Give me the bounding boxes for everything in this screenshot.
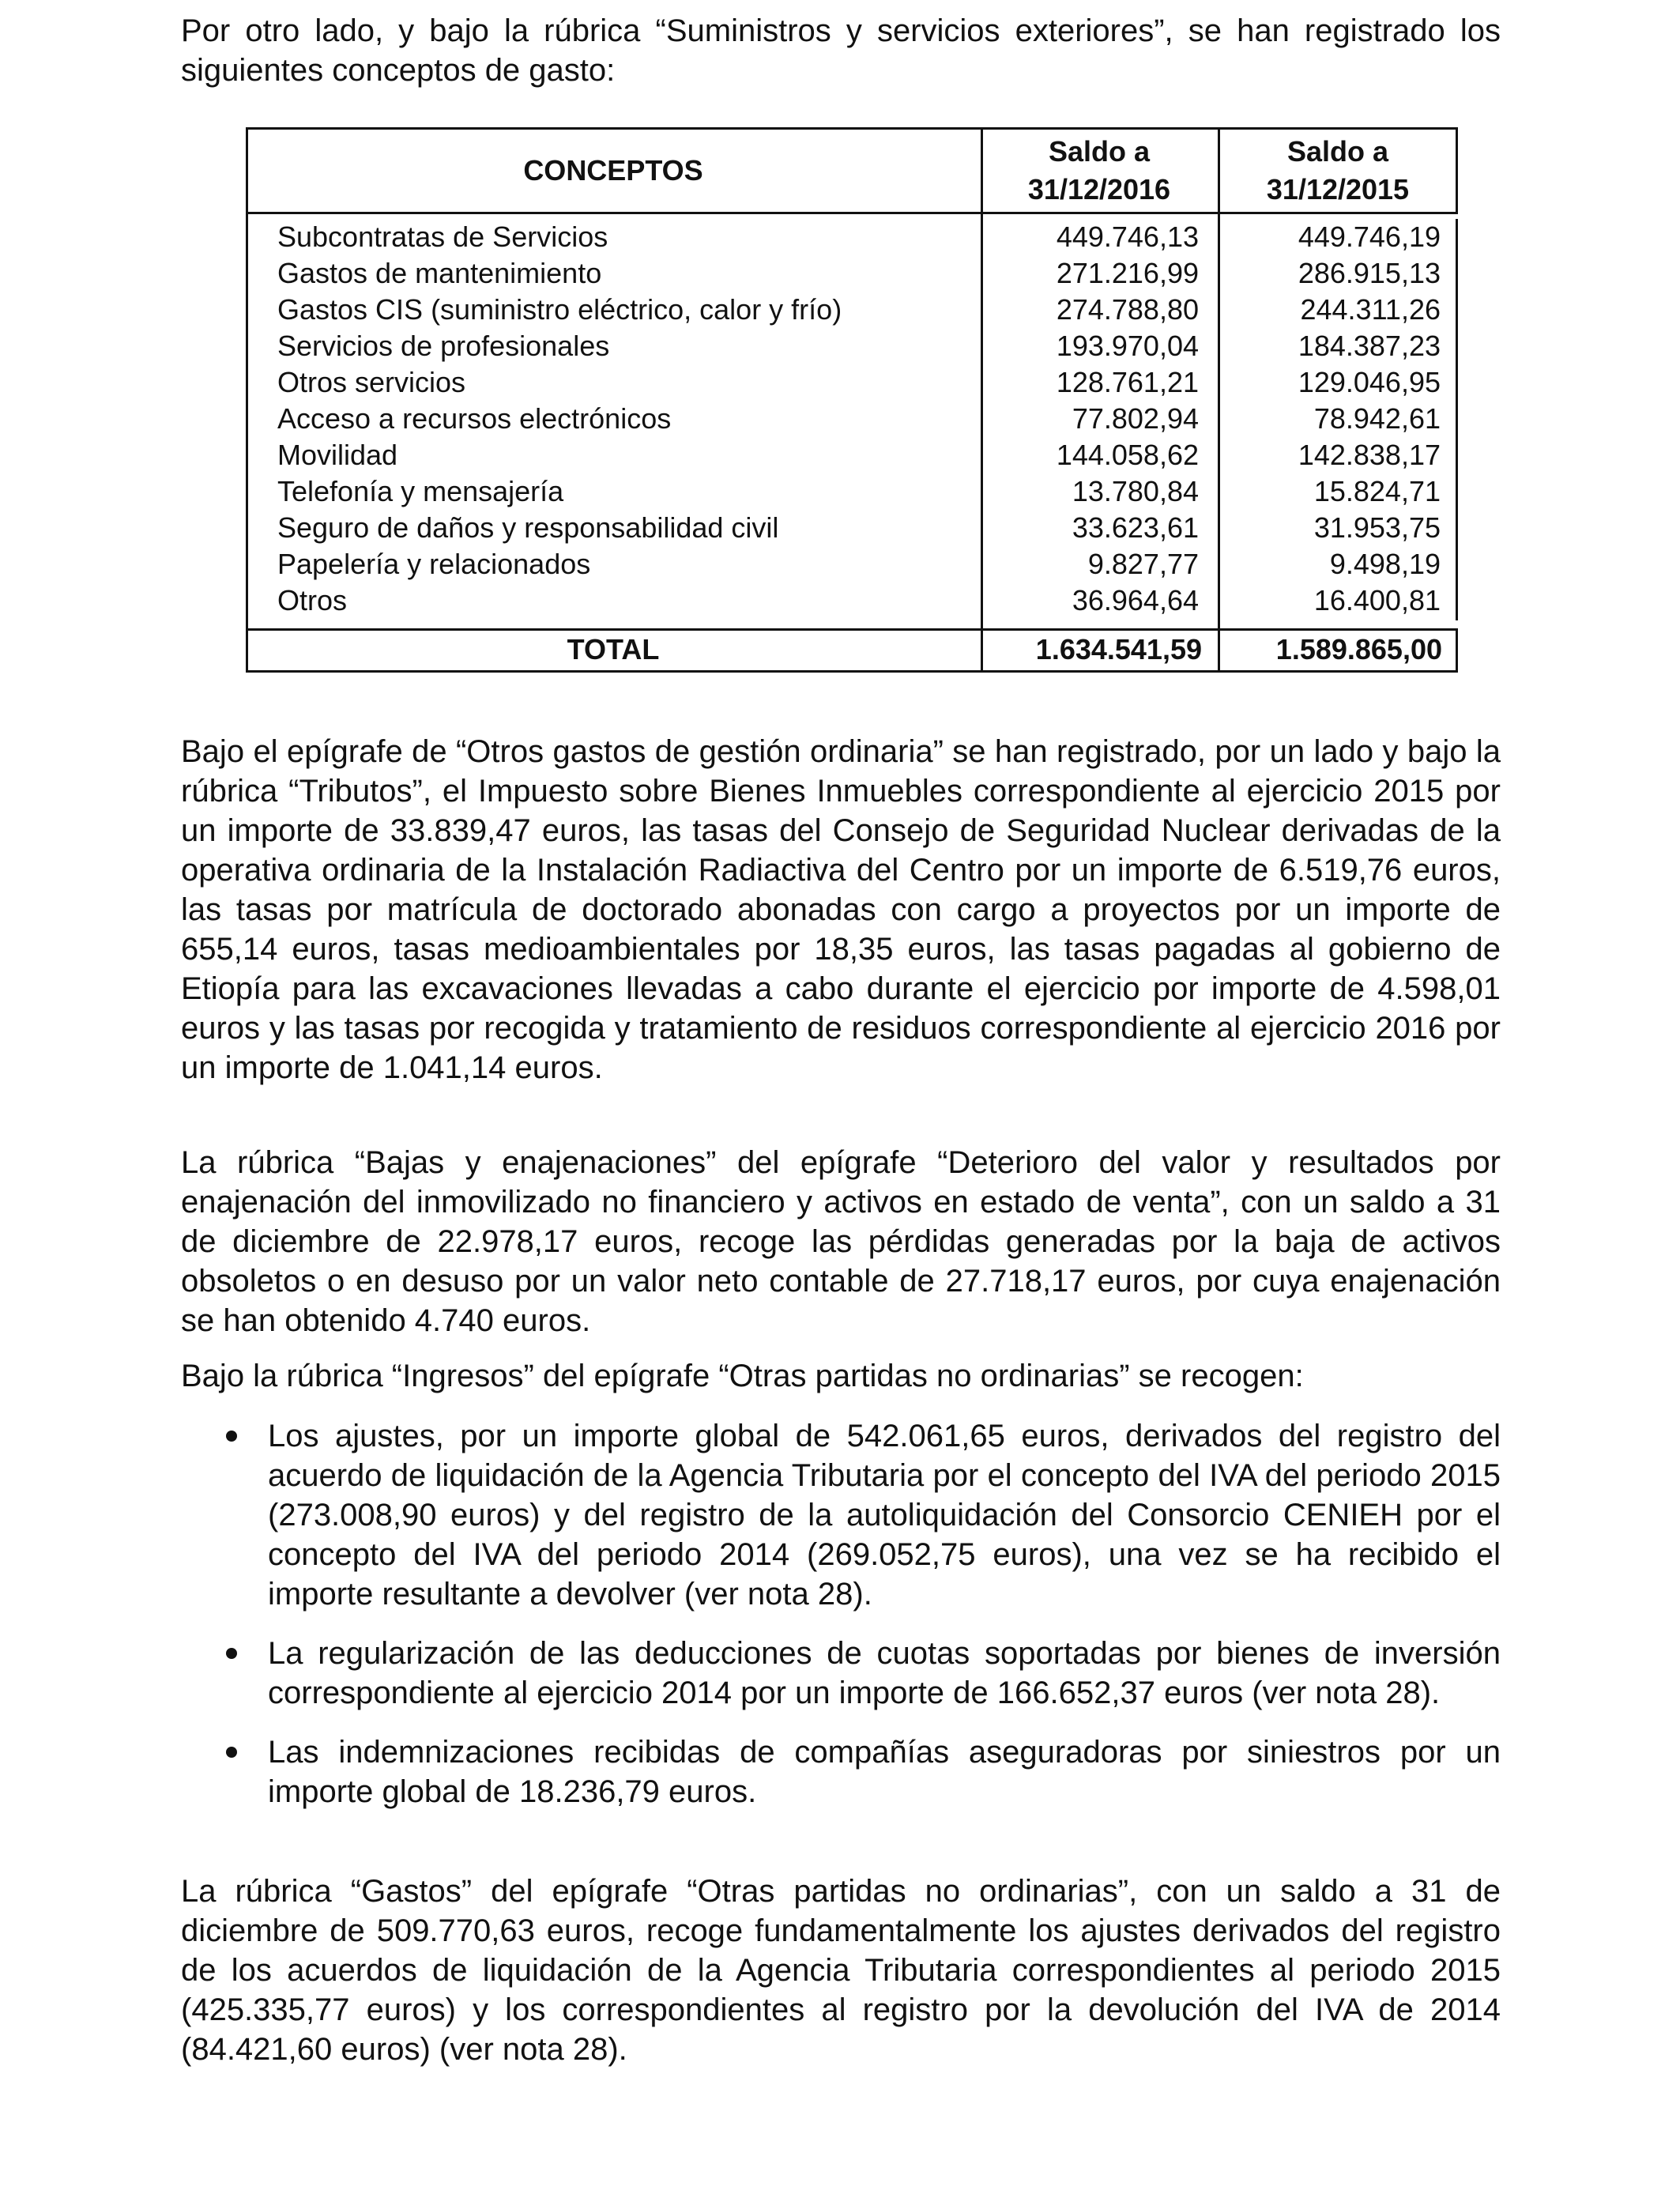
bullet-icon bbox=[226, 1648, 237, 1659]
row-value-2015: 78.942,61 bbox=[1313, 402, 1441, 435]
table-row bbox=[246, 328, 1458, 364]
row-concept: Papelería y relacionados bbox=[277, 548, 591, 580]
row-concept: Servicios de profesionales bbox=[277, 330, 610, 362]
header-2015-line1: Saldo a bbox=[1286, 135, 1389, 168]
table-row bbox=[246, 219, 1458, 255]
table-row bbox=[246, 510, 1458, 546]
table-row bbox=[246, 364, 1458, 401]
header-2016-line2: 31/12/2016 bbox=[1027, 173, 1171, 205]
ingresos-bullet-list bbox=[181, 1416, 1501, 1831]
row-value-2016: 449.746,13 bbox=[1056, 221, 1199, 253]
bullet-text: Las indemnizaciones recibidas de compañías aseguradoras por siniestros por un importe global de 18.236,79 euros. bbox=[268, 1735, 1501, 1809]
row-value-2015: 31.953,75 bbox=[1313, 511, 1441, 544]
table-row bbox=[246, 437, 1458, 473]
row-value-2015: 15.824,71 bbox=[1313, 475, 1441, 507]
row-concept: Telefonía y mensajería bbox=[277, 475, 564, 507]
total-2015: 1.589.865,00 bbox=[1275, 633, 1442, 665]
row-value-2016: 77.802,94 bbox=[1072, 402, 1199, 435]
row-concept: Seguro de daños y responsabilidad civil bbox=[277, 511, 779, 544]
paragraph-gastos: La rúbrica “Gastos” del epígrafe “Otras partidas no ordinarias”, con un saldo a 31 de diciembre de 509.770,63 euros, recoge fundamentalmente los ajustes derivados del registro de los acuerdos de liquidación de la Agencia Tributaria correspondientes al periodo 2015 (425.335,77 euros) y los correspondientes al registro por la devolución del IVA de 2014 (84.421,60 euros) (ver nota 28). bbox=[181, 1874, 1501, 2067]
paragraph-ingresos: Bajo la rúbrica “Ingresos” del epígrafe “Otras partidas no ordinarias” se recogen: bbox=[181, 1359, 1304, 1393]
header-concepts: CONCEPTOS bbox=[523, 154, 703, 187]
bullet-text: Los ajustes, por un importe global de 542.061,65 euros, derivados del registro del acuerdo de liquidación de la Agencia Tributaria por el concepto del IVA del periodo 2015 (273.008,90 euros) y del registro de la autoliquidación del Consorcio CENIEH por el concepto del IVA del periodo 2014 (269.052,75 euros), una vez se ha recibido el importe resultante a devolver (ver nota 28). bbox=[268, 1419, 1501, 1612]
row-value-2015: 16.400,81 bbox=[1313, 584, 1441, 616]
row-value-2015: 244.311,26 bbox=[1300, 293, 1441, 326]
row-value-2015: 449.746,19 bbox=[1298, 221, 1441, 253]
paragraph-otros-gastos: Bajo el epígrafe de “Otros gastos de gestión ordinaria” se han registrado, por un lado y bajo la rúbrica “Tributos”, el Impuesto sobre Bienes Inmuebles correspondiente al ejercicio 2015 por un importe de 33.839,47 euros, las tasas del Consejo de Seguridad Nuclear derivadas de la operativa ordinaria de la Instalación Radiactiva del Centro por un importe de 6.519,76 euros, las tasas por matrícula de doctorado abonadas con cargo a proyectos por un importe de 655,14 euros, tasas medioambientales por 18,35 euros, las tasas pagadas al gobierno de Etiopía para las excavaciones llevadas a cabo durante el ejercicio por importe de 4.598,01 euros y las tasas por recogida y tratamiento de residuos correspondiente al ejercicio 2016 por un importe de 1.041,14 euros. bbox=[181, 734, 1501, 1085]
row-value-2016: 274.788,80 bbox=[1056, 293, 1199, 326]
row-value-2015: 184.387,23 bbox=[1298, 330, 1441, 362]
total-bottom-border bbox=[246, 670, 1458, 673]
table-row bbox=[246, 582, 1458, 619]
table-row bbox=[246, 401, 1458, 437]
row-concept: Otros bbox=[277, 584, 348, 616]
table-row bbox=[246, 546, 1458, 582]
expenses-table bbox=[246, 127, 1458, 673]
bullet-item bbox=[181, 1416, 1501, 1614]
total-2016: 1.634.541,59 bbox=[1035, 633, 1202, 665]
table-row bbox=[246, 473, 1458, 510]
paragraph-bajas-enajenaciones: La rúbrica “Bajas y enajenaciones” del epígrafe “Deterioro del valor y resultados por enajenación del inmovilizado no financiero y activos en estado de venta”, con un saldo a 31 de diciembre de 22.978,17 euros, recoge las pérdidas generadas por la baja de activos obsoletos o en desuso por un valor neto contable de 27.718,17 euros, por cuya enajenación se han obtenido 4.740 euros. bbox=[181, 1145, 1501, 1338]
header-2016-line1: Saldo a bbox=[1048, 135, 1151, 168]
row-value-2016: 144.058,62 bbox=[1056, 439, 1199, 471]
row-concept: Otros servicios bbox=[277, 366, 466, 398]
table-row bbox=[246, 255, 1458, 292]
total-label: TOTAL bbox=[567, 633, 660, 665]
row-value-2015: 286.915,13 bbox=[1298, 257, 1441, 289]
row-value-2016: 9.827,77 bbox=[1087, 548, 1199, 580]
row-concept: Movilidad bbox=[277, 439, 398, 471]
row-value-2016: 128.761,21 bbox=[1056, 366, 1199, 398]
row-value-2016: 193.970,04 bbox=[1056, 330, 1199, 362]
row-concept: Gastos CIS (suministro eléctrico, calor y frío) bbox=[277, 293, 842, 326]
bullet-icon bbox=[226, 1747, 237, 1758]
bullet-item bbox=[181, 1732, 1501, 1811]
table-row bbox=[246, 292, 1458, 328]
row-concept: Subcontratas de Servicios bbox=[277, 221, 608, 253]
intro-paragraph: Por otro lado, y bajo la rúbrica “Suministros y servicios exteriores”, se han registrado los siguientes conceptos de gasto: bbox=[181, 13, 1501, 88]
row-value-2016: 33.623,61 bbox=[1072, 511, 1199, 544]
row-value-2015: 142.838,17 bbox=[1298, 439, 1441, 471]
row-value-2016: 36.964,64 bbox=[1072, 584, 1199, 616]
bullet-item bbox=[181, 1634, 1501, 1713]
total-top-border bbox=[246, 628, 1458, 631]
total-right-border bbox=[1456, 628, 1458, 673]
bullet-icon bbox=[226, 1431, 237, 1442]
row-value-2015: 129.046,95 bbox=[1298, 366, 1441, 398]
row-value-2016: 13.780,84 bbox=[1072, 475, 1199, 507]
row-value-2016: 271.216,99 bbox=[1056, 257, 1199, 289]
row-concept: Gastos de mantenimiento bbox=[277, 257, 602, 289]
row-value-2015: 9.498,19 bbox=[1329, 548, 1441, 580]
row-concept: Acceso a recursos electrónicos bbox=[277, 402, 672, 435]
header-2015-line2: 31/12/2015 bbox=[1266, 173, 1410, 205]
bullet-text: La regularización de las deducciones de cuotas soportadas por bienes de inversión correspondiente al ejercicio 2014 por un importe de 166.652,37 euros (ver nota 28). bbox=[268, 1636, 1501, 1710]
